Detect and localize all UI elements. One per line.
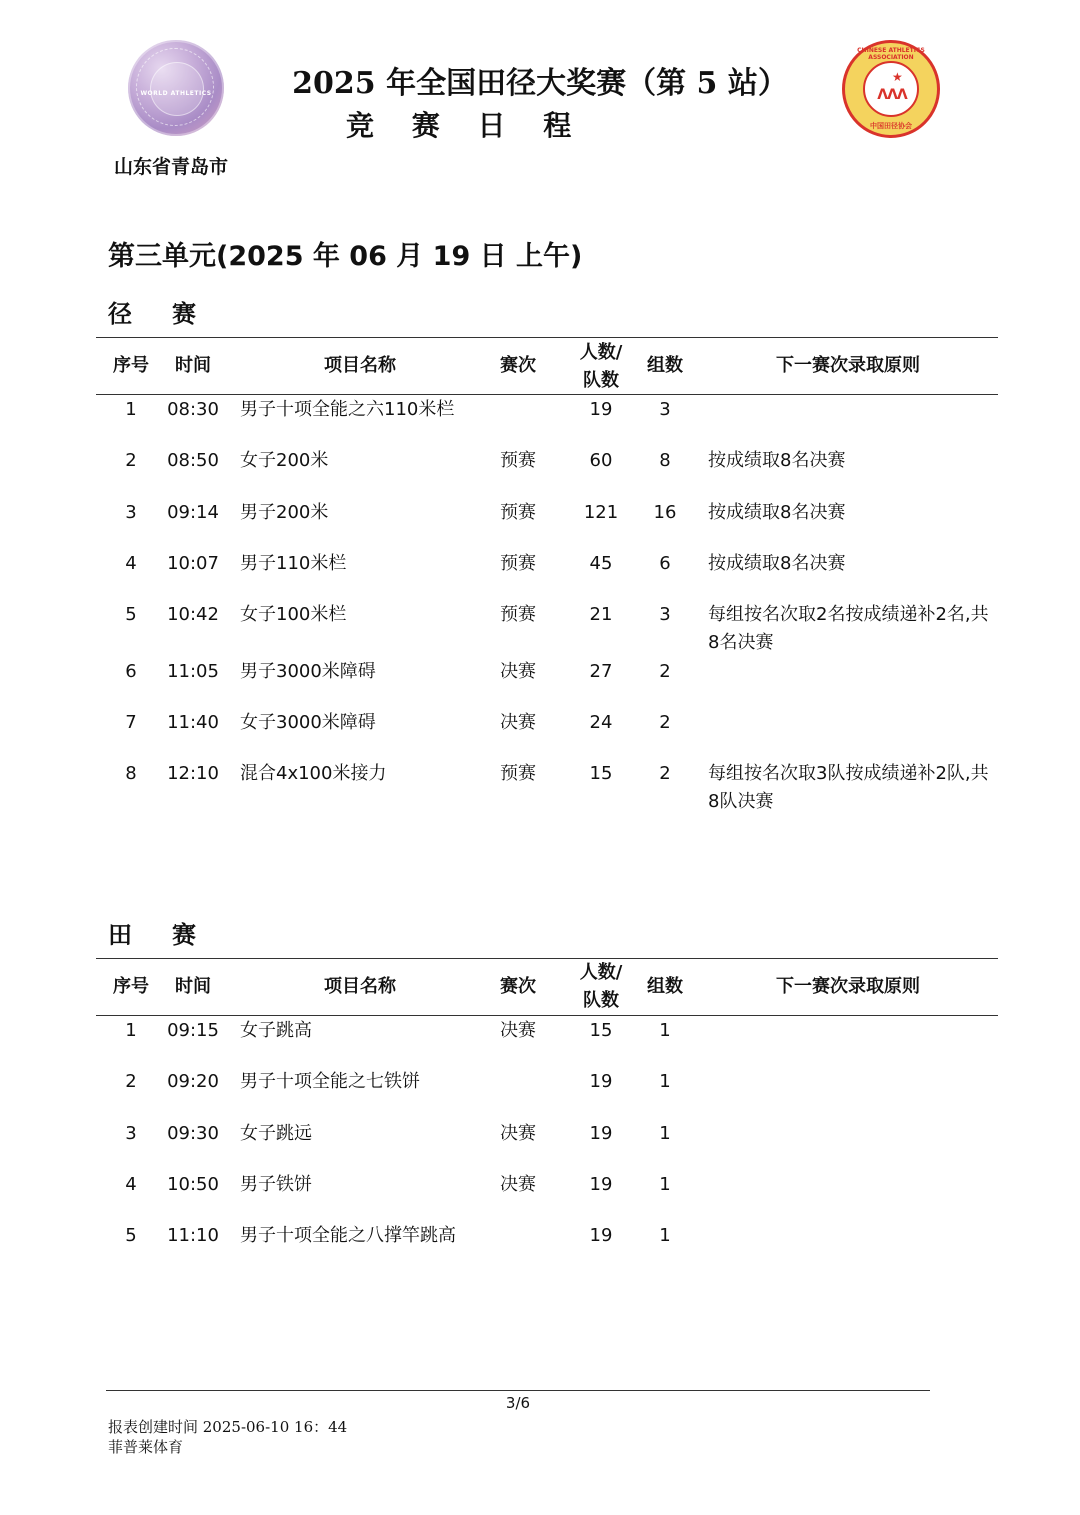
cell-seq: 4	[125, 1174, 137, 1195]
table-top-rule	[96, 337, 998, 338]
col-header-groups: 组数	[647, 355, 683, 376]
cell-rule: 按成绩取8名决赛	[708, 450, 846, 471]
star-icon: ★	[892, 70, 903, 84]
cell-event: 男子200米	[240, 502, 329, 523]
cell-time: 11:05	[167, 661, 219, 682]
col-header-rule: 下一赛次录取原则	[776, 976, 920, 997]
cell-seq: 7	[125, 712, 137, 733]
cell-seq: 2	[125, 1071, 137, 1092]
cell-event: 混合4x100米接力	[240, 763, 387, 784]
world-athletics-logo-text: WORLD ATHLETICS	[140, 90, 212, 97]
cell-count: 19	[589, 1225, 613, 1246]
col-header-groups: 组数	[647, 976, 683, 997]
cell-groups: 1	[659, 1071, 671, 1092]
cell-seq: 1	[125, 399, 137, 420]
table-header-rule	[96, 1015, 998, 1016]
location: 山东省青岛市	[114, 156, 229, 178]
caa-mark-icon: ΛΛΛ	[877, 87, 907, 103]
cell-groups: 2	[659, 712, 671, 733]
cell-groups: 2	[659, 661, 671, 682]
cell-round: 决赛	[500, 1174, 536, 1195]
cell-rule: 每组按名次取2名按成绩递补2名,共8名决赛	[708, 604, 989, 653]
cell-event: 女子200米	[240, 450, 329, 471]
cell-groups: 16	[653, 502, 677, 523]
cell-groups: 6	[659, 553, 671, 574]
cell-count: 19	[589, 1123, 613, 1144]
col-header-rule: 下一赛次录取原则	[776, 355, 920, 376]
cell-count: 15	[589, 1020, 613, 1041]
cell-event: 男子铁饼	[240, 1174, 312, 1195]
section-title-field: 田赛	[108, 921, 236, 949]
session-title: 第三单元(2025 年 06 月 19 日 上午)	[108, 241, 583, 272]
cell-count: 45	[589, 553, 613, 574]
cell-round: 预赛	[500, 604, 536, 625]
col-header-count-line1: 人数/	[579, 962, 623, 983]
cell-time: 09:20	[167, 1071, 219, 1092]
cell-count: 27	[589, 661, 613, 682]
cell-seq: 3	[125, 502, 137, 523]
cell-seq: 3	[125, 1123, 137, 1144]
cell-round: 预赛	[500, 763, 536, 784]
cell-event: 男子十项全能之七铁饼	[240, 1071, 420, 1092]
table-header-rule	[96, 394, 998, 395]
cell-groups: 2	[659, 763, 671, 784]
cell-time: 09:14	[167, 502, 219, 523]
cell-groups: 1	[659, 1020, 671, 1041]
report-created-time: 报表创建时间 2025-06-10 16：44	[108, 1418, 348, 1436]
cell-time: 08:50	[167, 450, 219, 471]
caa-logo-bottom-text: 中国田径协会	[870, 122, 912, 130]
cell-event: 女子100米栏	[240, 604, 347, 625]
cell-rule: 按成绩取8名决赛	[708, 553, 846, 574]
caa-logo-top-text: CHINESE ATHLETICS ASSOCIATION	[857, 47, 925, 61]
cell-round: 预赛	[500, 502, 536, 523]
cell-groups: 3	[659, 399, 671, 420]
col-header-round: 赛次	[500, 355, 536, 376]
cell-round: 决赛	[500, 661, 536, 682]
cell-count: 19	[589, 1174, 613, 1195]
cell-groups: 1	[659, 1225, 671, 1246]
section-title-track: 径赛	[108, 300, 236, 328]
cell-time: 11:40	[167, 712, 219, 733]
cell-seq: 8	[125, 763, 137, 784]
cell-count: 19	[589, 399, 613, 420]
cell-event: 男子3000米障碍	[240, 661, 376, 682]
chinese-athletics-association-logo	[842, 40, 940, 138]
cell-round: 预赛	[500, 450, 536, 471]
cell-seq: 4	[125, 553, 137, 574]
cell-time: 10:42	[167, 604, 219, 625]
col-header-count-line2: 队数	[583, 990, 619, 1011]
col-header-seq: 序号	[113, 355, 149, 376]
col-header-time: 时间	[175, 355, 211, 376]
cell-event: 女子跳远	[240, 1123, 312, 1144]
cell-count: 19	[589, 1071, 613, 1092]
world-athletics-logo	[128, 40, 224, 136]
cell-round: 预赛	[500, 553, 536, 574]
page-subtitle: 竞 赛 日 程	[346, 109, 586, 142]
col-header-time: 时间	[175, 976, 211, 997]
cell-count: 21	[589, 604, 613, 625]
cell-time: 10:50	[167, 1174, 219, 1195]
cell-count: 24	[589, 712, 613, 733]
cell-time: 09:15	[167, 1020, 219, 1041]
cell-time: 12:10	[167, 763, 219, 784]
page-number: 3/6	[505, 1394, 531, 1412]
col-header-seq: 序号	[113, 976, 149, 997]
cell-seq: 5	[125, 604, 137, 625]
cell-event: 男子十项全能之六110米栏	[240, 399, 455, 420]
cell-time: 10:07	[167, 553, 219, 574]
cell-event: 女子3000米障碍	[240, 712, 376, 733]
cell-groups: 1	[659, 1174, 671, 1195]
cell-round: 决赛	[500, 712, 536, 733]
cell-seq: 2	[125, 450, 137, 471]
col-header-count-line1: 人数/	[579, 342, 623, 363]
cell-rule: 每组按名次取3队按成绩递补2队,共8队决赛	[708, 763, 989, 812]
page-title: 2025 年全国田径大奖赛（第 5 站）	[292, 66, 788, 101]
cell-event: 男子十项全能之八撑竿跳高	[240, 1225, 456, 1246]
cell-event: 女子跳高	[240, 1020, 312, 1041]
cell-round: 决赛	[500, 1020, 536, 1041]
cell-time: 11:10	[167, 1225, 219, 1246]
cell-groups: 3	[659, 604, 671, 625]
col-header-count-line2: 队数	[583, 370, 619, 391]
cell-groups: 1	[659, 1123, 671, 1144]
company-name: 菲普莱体育	[108, 1438, 184, 1456]
cell-seq: 5	[125, 1225, 137, 1246]
table-top-rule	[96, 958, 998, 959]
cell-time: 08:30	[167, 399, 219, 420]
cell-rule: 按成绩取8名决赛	[708, 502, 846, 523]
cell-time: 09:30	[167, 1123, 219, 1144]
col-header-event: 项目名称	[324, 355, 396, 376]
cell-event: 男子110米栏	[240, 553, 347, 574]
cell-seq: 1	[125, 1020, 137, 1041]
cell-count: 15	[589, 763, 613, 784]
cell-count: 121	[583, 502, 619, 523]
col-header-event: 项目名称	[324, 976, 396, 997]
footer-rule	[106, 1390, 930, 1391]
col-header-round: 赛次	[500, 976, 536, 997]
cell-groups: 8	[659, 450, 671, 471]
cell-seq: 6	[125, 661, 137, 682]
cell-count: 60	[589, 450, 613, 471]
cell-round: 决赛	[500, 1123, 536, 1144]
